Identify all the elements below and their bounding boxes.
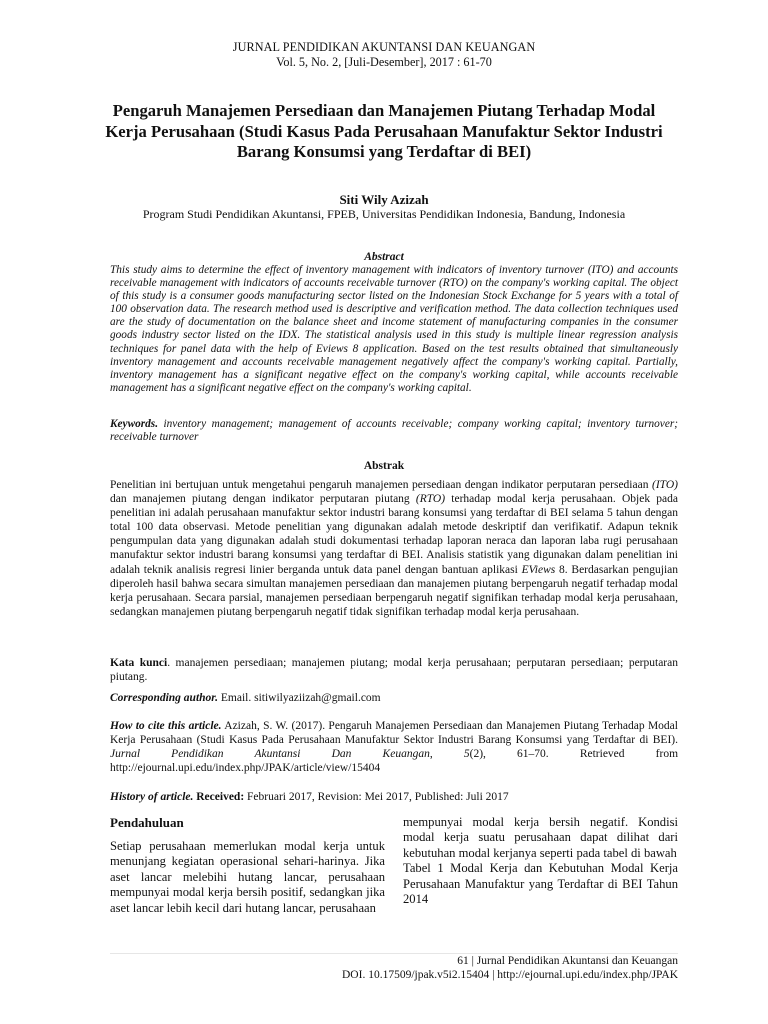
intro-left-column: Setiap perusahaan memerlukan modal kerja untuk menunjang kegiatan operasional sehari-harinya. Jika aset lancar melebihi hutang lancar, perusahaan mempunyai modal kerja bersih positif, sedangkan jika aset lancar lebih kecil dari hutang lancar, perusahaan [110,839,385,915]
citation-part2: , [429,748,464,761]
abstract-en-heading: Abstract [364,251,404,263]
abstract-id-part4: 8. Berdasarkan pengujian diperoleh hasil bahwa secara simultan manajemen persediaan dan manajemen piutang berpengaruh negatif terhadap modal kerja perusahaan. Secara parsial, manajemen persediaan berpengaruh negatif signifikan terhadap modal kerja perusahaan, sedangkan manajemen piutang berpengaruh negatif tidak signifikan terhadap modal kerja perusahaan. [110,563,678,618]
citation-label: How to cite this article. [110,720,222,732]
citation-part3: (2), 61–70. Retrieved from http://ejournal.upi.edu/index.php/JPAK/article/view/15404 [110,748,679,775]
history-text: Februari 2017, Revision: Mei 2017, Published: Juli 2017 [244,791,509,803]
abstract-en-text: This study aims to determine the effect of inventory management with indicators of inventory turnover (ITO) and accounts receivable management with indicators of accounts receivable turnover (RTO) on the company's working capital. The object of this study is a consumer goods manufacturing sector listed on the Indonesian Stock Exchange for 5 years with a total of 100 observation data. The research method used is descriptive and verification method. The data collection techniques used are the study of documentation on the balance sheet and income statement of manufacturing companies in the consumer goods industry sector listed on the IDX. The statistical analysis used in this study is multiple linear regression analysis techniques for panel data with the help of Eviews 8 application. Based on the test results obtained that simultaneously inventory management and accounts receivable management negatively affect the company's working capital. Partially, inventory management has a significant negative effect on the company's working capital, while accounts receivable management has a significant negative effect on the company's working capital. [110,264,678,394]
abstract-id-ito: (ITO) [652,479,678,491]
journal-name: JURNAL PENDIDIKAN AKUNTANSI DAN KEUANGAN [232,40,536,54]
footer-divider [110,953,678,954]
keywords-id-text: . manajemen persediaan; manajemen piutang; modal kerja perusahaan; perputaran persediaan; perputaran piutang. [110,657,678,684]
footer-page-info: 61 | Jurnal Pendidikan Akuntansi dan Keuangan [457,955,678,967]
keywords-id-label: Kata kunci [110,657,168,669]
citation-volume: 5 [463,748,470,761]
abstract-id-eviews: EViews [521,563,556,576]
corresponding-author-email: Email. sitiwilyaziizah@gmail.com [218,692,381,704]
table-caption: Tabel 1 Modal Kerja dan Kebutuhan Modal Kerja Perusahaan Manufaktur yang Terdaftar di BEI Tahun 2014 [403,861,678,907]
corresponding-author [110,691,678,705]
footer-doi: DOI. 10.17509/jpak.v5i2.15404 | http://ejournal.upi.edu/index.php/JPAK [342,969,678,981]
history-label: History of article. [110,791,194,803]
section-heading-introduction: Pendahuluan [110,815,184,830]
abstract-id-part1: Penelitian ini bertujuan untuk mengetahui pengaruh manajemen persediaan dengan indikator perputaran persediaan [110,479,653,491]
article-history [110,790,678,804]
abstract-id-heading: Abstrak [363,460,405,472]
citation [110,719,678,775]
abstract-id-part2: dan manajemen piutang dengan indikator perputaran piutang [110,493,416,506]
keywords-en [110,418,678,444]
keywords-id [110,656,678,684]
author-name: Siti Wily Azizah [339,192,429,207]
journal-volume-info: Vol. 5, No. 2, [Juli-Desember], 2017 : 61-70 [276,55,492,69]
citation-journal: Jurnal Pendidikan Akuntansi Dan Keuangan [110,748,430,761]
intro-right-column [403,815,678,907]
abstract-id-rto: (RTO) [415,493,446,506]
abstract-id-part3: terhadap modal kerja perusahaan. Objek pada penelitian ini adalah perusahaan manufaktur sektor industri barang konsumsi yang terdaftar di BEI selama 5 tahun dengan total 100 data observasi. Metode penelitian yang digunakan adalah metode deskriptif dan verifikatif. Adapun teknik pengumpulan data yang digunakan adalah studi dokumentasi terhadap laporan neraca dan laporan laba rugi perusahaan manufaktur sektor industri barang konsumsi yang terdaftar di BEI. Analisis statistik yang digunakan dalam penelitian ini adalah teknik analisis regresi linier berganda untuk data panel dengan bantuan aplikasi [110,493,678,576]
author-affiliation: Program Studi Pendidikan Akuntansi, FPEB, Universitas Pendidikan Indonesia, Bandung, Indonesia [142,207,626,221]
keywords-en-text: inventory management; management of accounts receivable; company working capital; inventory turnover; receivable turnover [110,418,678,444]
abstract-id-text [110,478,678,619]
article-title: Pengaruh Manajemen Persediaan dan Manajemen Piutang Terhadap Modal Kerja Perusahaan (Studi Kasus Pada Perusahaan Manufaktur Sektor Industri Barang Konsumsi yang Terdaftar di BEI) [105,101,663,161]
citation-part1: Azizah, S. W. (2017). Pengaruh Manajemen Persediaan dan Manajemen Piutang Terhadap Modal Kerja Perusahaan (Studi Kasus Pada Perusahaan Manufaktur Sektor Industri Barang Konsumsi yang Terdaftar di BEI). [110,720,678,747]
keywords-en-label: Keywords. [110,418,159,430]
history-received-label: Received: [193,791,245,803]
intro-right-text: mempunyai modal kerja bersih negatif. Kondisi modal kerja suatu perusahaan dapat dilihat dari kebutuhan modal kerjanya seperti pada tabel di bawah [403,815,678,860]
corresponding-author-label: Corresponding author. [110,692,219,704]
